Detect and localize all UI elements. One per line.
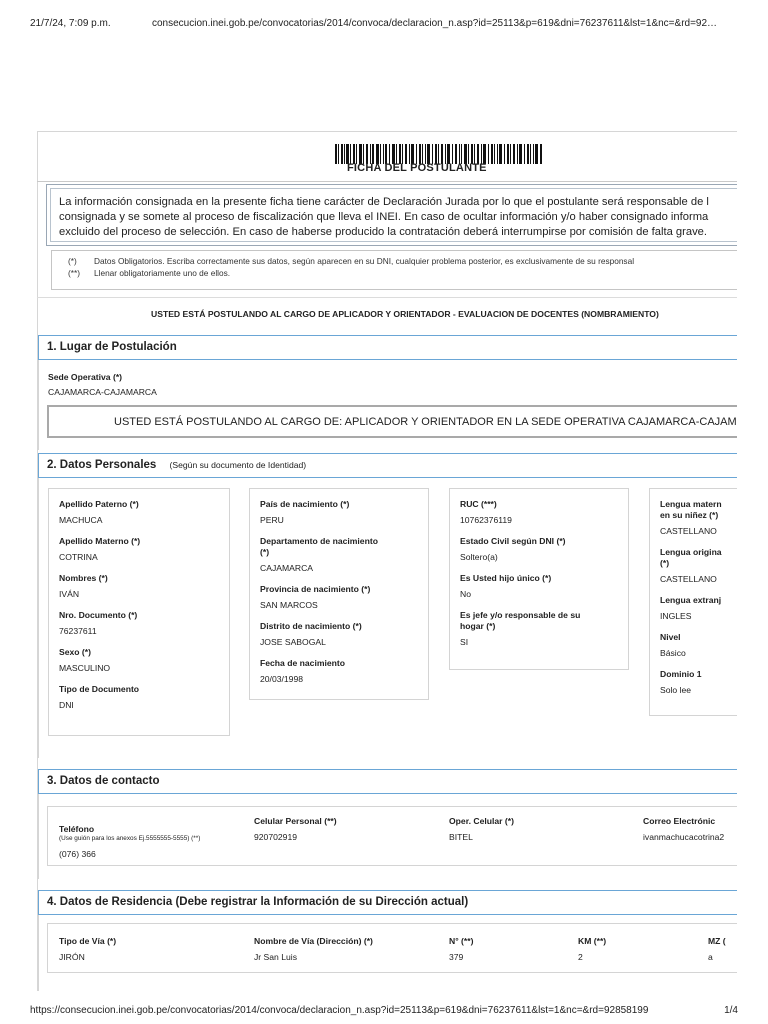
field-label: Es jefe y/o responsable de su hogar (*) bbox=[460, 610, 581, 631]
residence-value: 2 bbox=[578, 952, 583, 962]
section-lugar-postulacion-header bbox=[38, 335, 737, 360]
personal-card-civil bbox=[449, 488, 629, 670]
field-label: Dominio 1 bbox=[660, 669, 702, 679]
field-label: Sexo (*) bbox=[59, 647, 91, 657]
residence-box bbox=[47, 923, 737, 973]
form-sheet bbox=[37, 131, 737, 991]
section-title: 3. Datos de contacto bbox=[47, 775, 160, 787]
field-label: Nombres (*) bbox=[59, 573, 108, 583]
celular-value: 920702919 bbox=[254, 832, 298, 842]
residence-label: MZ ( bbox=[708, 936, 726, 946]
field-label: Tipo de Documento bbox=[59, 684, 140, 694]
operador-field bbox=[449, 816, 514, 853]
personal-card-language bbox=[649, 488, 737, 716]
contact-box bbox=[47, 806, 737, 866]
residence-field bbox=[578, 936, 606, 973]
telefono-label: Teléfono bbox=[59, 824, 95, 834]
legend-symbol: (*) bbox=[68, 256, 77, 266]
field-label: Lengua origina (*) bbox=[660, 547, 722, 568]
page-number: 1/4 bbox=[724, 1005, 738, 1016]
field-label: Lengua extranj bbox=[660, 595, 722, 605]
declaration-text bbox=[50, 188, 737, 242]
field-value: PERU bbox=[260, 515, 284, 525]
field-value: COTRINA bbox=[59, 552, 98, 562]
declaration-line: La información consignada en la presente ficha tiene carácter de Declaración Jurada por lo que el postulante será responsable de l bbox=[59, 196, 709, 208]
field-value: SAN MARCOS bbox=[260, 600, 318, 610]
residence-value: Jr San Luis bbox=[254, 952, 297, 962]
field-value: MACHUCA bbox=[59, 515, 103, 525]
field-label: Nro. Documento (*) bbox=[59, 610, 138, 620]
field-label: Lengua matern en su niñez (*) bbox=[660, 499, 722, 520]
field-value: Básico bbox=[660, 648, 686, 658]
field-value: CASTELLANO bbox=[660, 574, 717, 584]
field-label: Apellido Materno (*) bbox=[59, 536, 141, 546]
sede-field bbox=[48, 372, 157, 408]
legend-symbol: (**) bbox=[68, 268, 80, 278]
barcode-image bbox=[335, 144, 543, 164]
form-title: FICHA DEL POSTULANTE bbox=[347, 162, 487, 174]
sede-value: CAJAMARCA-CAJAMARCA bbox=[48, 387, 157, 397]
celular-field bbox=[254, 816, 337, 853]
section-title: 1. Lugar de Postulación bbox=[47, 341, 177, 353]
section-datos-residencia-header bbox=[38, 890, 737, 915]
residence-label: KM (**) bbox=[578, 936, 607, 946]
celular-label: Celular Personal (**) bbox=[254, 816, 337, 826]
field-value: 10762376119 bbox=[460, 515, 512, 525]
field-label: Nivel bbox=[660, 632, 681, 642]
residence-field bbox=[254, 936, 373, 973]
residence-value: 379 bbox=[449, 952, 464, 962]
legend-row bbox=[58, 267, 737, 279]
telefono-value: (076) 366 bbox=[59, 849, 96, 859]
field-label: Estado Civil según DNI (*) bbox=[460, 536, 566, 546]
field-value: Soltero(a) bbox=[460, 552, 498, 562]
divider bbox=[37, 297, 737, 298]
sede-label: Sede Operativa (*) bbox=[48, 372, 123, 382]
divider bbox=[37, 181, 737, 182]
legend-box bbox=[51, 250, 737, 290]
section-title: 2. Datos Personales bbox=[47, 459, 157, 471]
operador-label: Oper. Celular (*) bbox=[449, 816, 514, 826]
field-value: MASCULINO bbox=[59, 663, 111, 673]
residence-value: a bbox=[708, 952, 713, 962]
field-value: IVÁN bbox=[59, 589, 80, 599]
field-label: Fecha de nacimiento bbox=[260, 658, 346, 668]
telefono-hint: (Use guión para los anexos Ej.5555555-5555) (**) bbox=[59, 835, 201, 842]
correo-field bbox=[643, 816, 724, 853]
declaration-box bbox=[46, 184, 737, 246]
correo-label: Correo Electrónic bbox=[643, 816, 716, 826]
field-value: 20/03/1998 bbox=[260, 674, 304, 684]
field-value: SI bbox=[460, 637, 469, 647]
field-label: País de nacimiento (*) bbox=[260, 499, 350, 509]
residence-field bbox=[449, 936, 473, 973]
residence-field bbox=[59, 936, 116, 973]
section-subtitle: (Según su documento de Identidad) bbox=[169, 460, 307, 470]
print-date: 21/7/24, 7:09 p.m. bbox=[30, 18, 111, 29]
field-value: 76237611 bbox=[59, 626, 97, 636]
residence-label: N° (**) bbox=[449, 936, 474, 946]
section-datos-contacto-header bbox=[38, 769, 737, 794]
field-value: DNI bbox=[59, 700, 74, 710]
personal-card-birth bbox=[249, 488, 429, 700]
telefono-field bbox=[59, 824, 200, 870]
postulation-banner: USTED ESTÁ POSTULANDO AL CARGO DE APLICADOR Y ORIENTADOR - EVALUACION DE DOCENTES (NOMBRAMIENTO) bbox=[151, 309, 659, 319]
declaration-line: consignada y se somete al proceso de fiscalización que lleva el INEI. En caso de ocultar información y/o haber consignado informa bbox=[59, 211, 709, 223]
section-datos-personales-header bbox=[38, 453, 737, 478]
residence-value: JIRÓN bbox=[59, 952, 85, 962]
field-label: RUC (***) bbox=[460, 499, 497, 509]
declaration-line: excluido del proceso de selección. En caso de haberse producido la contratación deberá interrumpirse por comisión de falta grave. bbox=[59, 226, 708, 238]
field-value: Solo lee bbox=[660, 685, 692, 695]
field-value: INGLES bbox=[660, 611, 692, 621]
residence-field bbox=[708, 936, 726, 973]
operador-value: BITEL bbox=[449, 832, 473, 842]
legend-text: Llenar obligatoriamente uno de ellos. bbox=[94, 268, 231, 278]
field-value: CASTELLANO bbox=[660, 526, 717, 536]
field-label: Apellido Paterno (*) bbox=[59, 499, 139, 509]
field-value: CAJAMARCA bbox=[260, 563, 314, 573]
field-value: No bbox=[460, 589, 471, 599]
residence-label: Tipo de Vía (*) bbox=[59, 936, 117, 946]
field-label: Provincia de nacimiento (*) bbox=[260, 584, 371, 594]
field-value: JOSE SABOGAL bbox=[260, 637, 326, 647]
personal-card-names bbox=[48, 488, 230, 736]
field-label: Distrito de nacimiento (*) bbox=[260, 621, 362, 631]
sede-banner: USTED ESTÁ POSTULANDO AL CARGO DE: APLICADOR Y ORIENTADOR EN LA SEDE OPERATIVA CAJAMARCA-CAJAM bbox=[47, 405, 737, 438]
residence-label: Nombre de Vía (Dirección) (*) bbox=[254, 936, 373, 946]
field-label: Es Usted hijo único (*) bbox=[460, 573, 552, 583]
legend-row bbox=[58, 255, 737, 267]
section-title: 4. Datos de Residencia (Debe registrar la Información de su Dirección actual) bbox=[47, 896, 469, 908]
correo-value: ivanmachucacotrina2 bbox=[643, 832, 725, 842]
legend-text: Datos Obligatorios. Escriba correctamente sus datos, según aparecen en su DNI, cualquier problema posterior, es exclusivamente de su responsal bbox=[94, 256, 635, 266]
print-url-top: consecucion.inei.gob.pe/convocatorias/2014/convoca/declaracion_n.asp?id=25113&p=619&dni=76237611&lst=1&nc=&rd=92… bbox=[152, 18, 718, 29]
print-url-bottom: https://consecucion.inei.gob.pe/convocatorias/2014/convoca/declaracion_n.asp?id=25113&p=619&dni=76237611&lst=1&nc=&rd=92858199 bbox=[30, 1005, 649, 1016]
field-label: Departamento de nacimiento (*) bbox=[260, 536, 378, 557]
